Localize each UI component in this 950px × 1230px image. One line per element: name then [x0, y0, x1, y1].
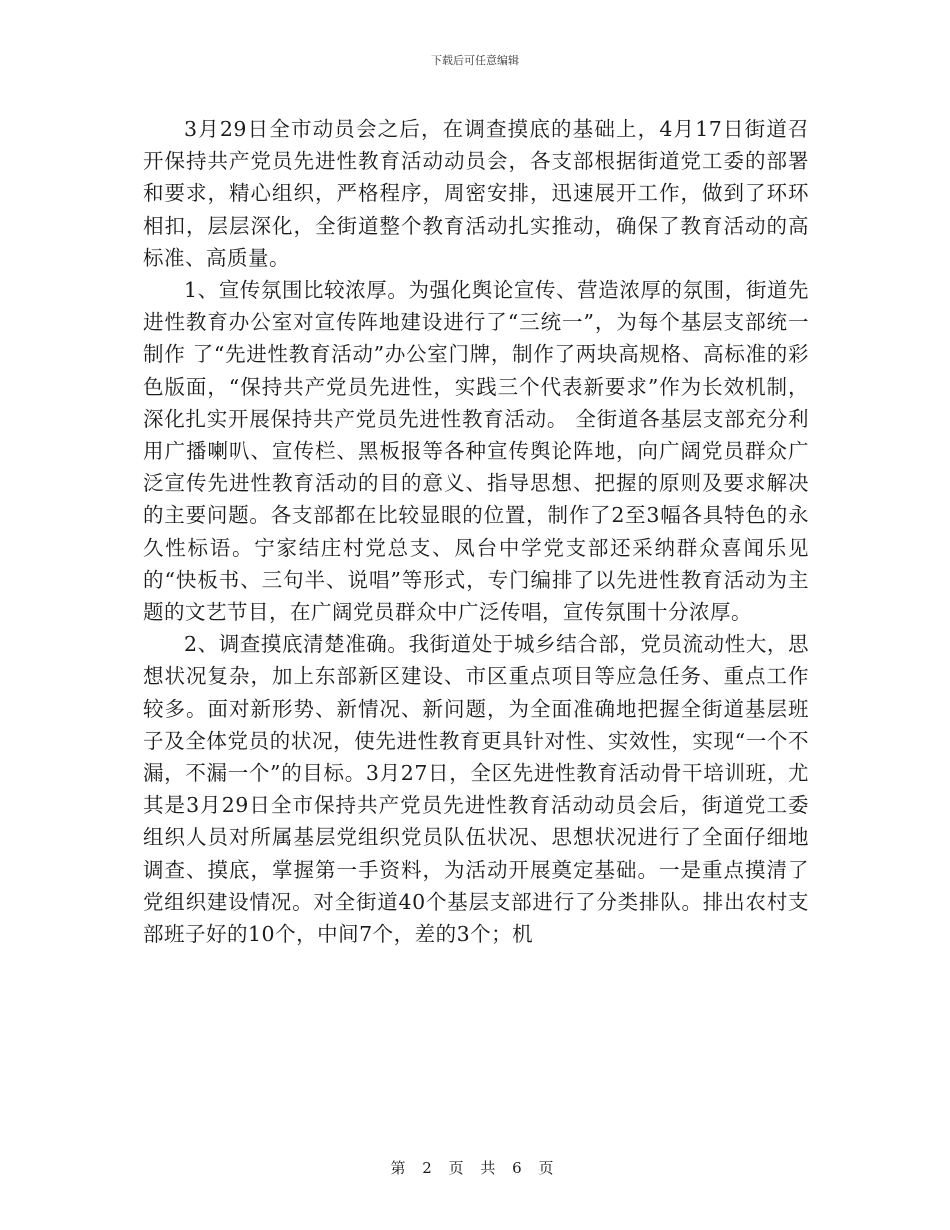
document-body	[143, 113, 809, 950]
paragraph-intro: 3月29日全市动员会之后，在调查摸底的基础上，4月17日街道召开保持共产党员先进性教育活动动员会，各支部根据街道党工委的部署和要求，精心组织，严格程序，周密安排，迅速展开工作，做到了环环相扣，层层深化，全街道整个教育活动扎实推动，确保了教育活动的高标准、高质量。	[143, 117, 809, 270]
page-number-label: 第 2 页 共 6 页	[390, 1159, 560, 1177]
paragraph-survey: 2、调查摸底清楚准确。我街道处于城乡结合部，党员流动性大，思想状况复杂，加上东部新区建设、市区重点项目等应急任务、重点工作较多。面对新形势、新情况、新问题，为全面准确地把握全街道基层班子及全体党员的状况，使先进性教育更具针对性、实效性，实现“一个不漏，不漏一个”的目标。3月27日，全区先进性教育活动骨干培训班，尤其是3月29日全市保持共产党员先进性教育活动动员会后，街道党工委组织人员对所属基层党组织党员队伍状况、思想状况进行了全面仔细地调查、摸底，掌握第一手资料，为活动开展奠定基础。一是重点摸清了党组织建设情况。对全街道40个基层支部进行了分类排队。排出农村支部班子好的10个，中间7个，差的3个；机	[143, 632, 809, 947]
page-number-footer	[0, 1157, 950, 1178]
page-header-note: 下载后可任意编辑	[431, 54, 519, 67]
paragraph-publicity: 1、宣传氛围比较浓厚。为强化舆论宣传、营造浓厚的氛围，街道先进性教育办公室对宣传阵地建设进行了“三统一”，为每个基层支部统一制作 了“先进性教育活动”办公室门牌，制作了两块高规格、高标准的彩色版面，“保持共产党员先进性，实践三个代表新要求”作为长效机制，深化扎实开展保持共产党员先进性教育活动。 全街道各基层支部充分利用广播喇叭、宣传栏、黑板报等各种宣传舆论阵地，向广阔党员群众广泛宣传先进性教育活动的目的意义、指导思想、把握的原则及要求解决的主要问题。各支部都在比较显眼的位置，制作了2至3幅各具特色的永久性标语。宁家结庄村党总支、凤台中学党支部还采纳群众喜闻乐见的“快板书、三句半、说唱”等形式，专门编排了以先进性教育活动为主题的文艺节目，在广阔党员群众中广泛传唱，宣传氛围十分浓厚。	[143, 278, 809, 625]
